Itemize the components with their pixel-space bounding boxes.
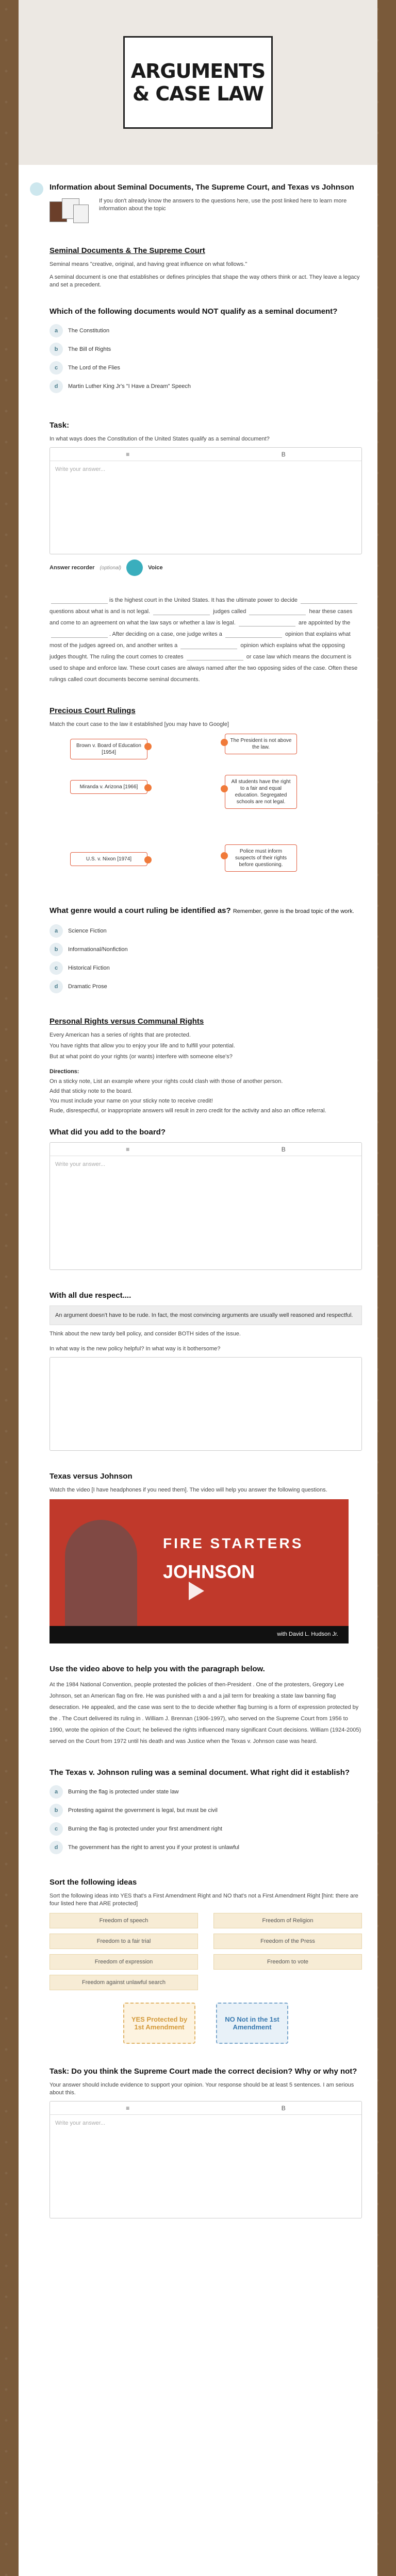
video-footer — [50, 1626, 349, 1643]
respect-heading: With all due respect.... — [50, 1291, 131, 1300]
yes-drop-zone[interactable]: YES Protected by 1st Amendment — [123, 2003, 195, 2044]
option-text: Historical Fiction — [68, 965, 110, 971]
respect-answer-input[interactable] — [50, 1358, 361, 1450]
sort-section — [50, 1877, 362, 2044]
blank-input[interactable] — [153, 608, 210, 615]
option-letter: d — [50, 1841, 63, 1854]
video-player[interactable] — [50, 1499, 349, 1643]
option-text: Dramatic Prose — [68, 984, 107, 990]
blank-input[interactable] — [239, 619, 295, 626]
task2-heading: Task: Do you think the Supreme Court made the correct decision? Why or why not? — [50, 2067, 357, 2076]
sort-item[interactable]: Freedom of speech — [50, 1913, 198, 1928]
play-icon[interactable] — [189, 1582, 204, 1600]
sort-body: Sort the following ideas into YES that's a First Amendment Right and NO that's not a First Amendment Right [hint: there are four listed here that ARE protected] — [50, 1893, 358, 1907]
q2-section — [50, 906, 362, 996]
task1-prompt: In what ways does the Constitution of the United States qualify as a seminal document? — [50, 436, 270, 442]
blank-input[interactable] — [180, 642, 237, 649]
q2-option-b[interactable] — [50, 940, 362, 959]
list-icon[interactable]: ≡ — [126, 1145, 130, 1153]
q3-section — [50, 1768, 362, 1857]
paragraph-text: At the 1984 National Convention, people protested the policies of then-President . One of the protesters, Gregory Lee Johnson, set an American flag on fire. He was punished with a and a jail term for breaking a state law banning flag desecration. He appealed, and the case was sent to the to decide whether flag burning is a form of expression protected by the . The Court delivered its ruling in . William J. Brennan (1906-1997), who served on the Supreme Court from 1956 to 1990, wrote the opinion of the Court; he believed the rights influenced many significant Court decisions. William (1924-2005) served on the Court from 1972 until his death and was Justice when the Texas v. Johnson case was heard. — [50, 1682, 361, 1744]
q2-option-c[interactable] — [50, 959, 362, 977]
title-box — [123, 36, 273, 129]
option-text: The government has the right to arrest you if your protest is unlawful — [68, 1844, 239, 1851]
respect-body: An argument doesn't have to be rude. In fact, the most convincing arguments are usually well reasoned and respectful. — [55, 1312, 353, 1318]
q3-option-d[interactable] — [50, 1838, 362, 1857]
task1-heading: Task: — [50, 421, 70, 430]
case-card[interactable]: Miranda v. Arizona [1966] — [70, 780, 147, 794]
sort-item[interactable]: Freedom of expression — [50, 1954, 198, 1970]
option-text: Burning the flag is protected under your first amendment right — [68, 1826, 222, 1832]
personal-p3: But at what point do your rights (or wants) interfere with someone else's? — [50, 1054, 233, 1060]
fill-section — [50, 595, 362, 685]
q1-option-a[interactable] — [50, 321, 362, 340]
law-card[interactable]: All students have the right to a fair and equal education. Segregated schools are not legal. — [225, 775, 297, 809]
bold-icon[interactable]: B — [281, 1145, 286, 1153]
paragraph-heading: Use the video above to help you with the paragraph below. — [50, 1665, 265, 1673]
task1-answer-box — [50, 447, 362, 554]
sort-item[interactable]: Freedom to vote — [213, 1954, 362, 1970]
option-letter: b — [50, 1804, 63, 1817]
respect-answer-box — [50, 1357, 362, 1451]
task1-answer-input[interactable]: Write your answer... — [55, 466, 105, 472]
direction-1: On a sticky note, List an example where your rights could clash with those of another person. — [50, 1078, 283, 1084]
paragraph-section — [50, 1664, 362, 1747]
option-text: Science Fiction — [68, 928, 107, 934]
q1-section — [50, 307, 362, 396]
law-card[interactable]: Police must inform suspects of their rights before questioning. — [225, 844, 297, 872]
intro-body: If you don't already know the answers to the questions here, use the post linked here to learn more information about the topic — [99, 198, 347, 212]
match-dot[interactable] — [144, 743, 152, 750]
option-letter: a — [50, 1785, 63, 1799]
option-text: The Bill of Rights — [68, 346, 111, 352]
editor-toolbar — [50, 448, 361, 461]
task2-answer-input[interactable]: Write your answer... — [55, 2120, 105, 2126]
task2-answer-box — [50, 2101, 362, 2218]
rulings-heading: Precious Court Rulings — [50, 706, 136, 715]
q1-option-c[interactable] — [50, 359, 362, 377]
recorder-label: Answer recorder — [50, 565, 95, 571]
option-letter: d — [50, 380, 63, 393]
video-title: JOHNSON — [163, 1561, 255, 1582]
q1-question: Which of the following documents would NOT qualify as a seminal document? — [50, 307, 338, 316]
sort-heading: Sort the following ideas — [50, 1878, 137, 1887]
option-text: The Lord of the Flies — [68, 365, 120, 371]
rulings-instructions: Match the court case to the law it established [you may have to Google] — [50, 721, 229, 727]
blank-input[interactable] — [187, 653, 243, 660]
record-button[interactable] — [126, 560, 143, 576]
law-card[interactable]: The President is not above the law. — [225, 734, 297, 754]
recorder-optional: (optional) — [100, 565, 122, 571]
personal-heading: Personal Rights versus Communal Rights — [50, 1017, 204, 1026]
personal-p2: You have rights that allow you to enjoy your life and to fulfill your potential. — [50, 1043, 235, 1049]
match-grid — [50, 734, 362, 888]
q2-option-d[interactable] — [50, 977, 362, 996]
option-letter: c — [50, 361, 63, 375]
list-icon[interactable]: ≡ — [126, 2104, 130, 2112]
q1-option-b[interactable] — [50, 340, 362, 359]
intro-row — [50, 197, 362, 228]
sort-item[interactable]: Freedom of the Press — [213, 1934, 362, 1949]
texas-body: Watch the video [I have headphones if you need them]. The video will help you answer the following questions. — [50, 1487, 327, 1493]
option-letter: b — [50, 943, 63, 956]
respect-box — [50, 1306, 362, 1325]
q2-question: What genre would a court ruling be identified as? Remember, genre is the broad topic of the work. — [50, 906, 354, 915]
option-text: Burning the flag is protected under state law — [68, 1789, 179, 1795]
no-drop-zone[interactable]: NO Not in the 1st Amendment — [216, 2003, 288, 2044]
match-dot[interactable] — [221, 785, 228, 792]
bold-icon[interactable]: B — [281, 2104, 286, 2112]
seminal-section — [50, 246, 362, 289]
seminal-definition: Seminal means "creative, original, and having great influence on what follows." — [50, 261, 248, 267]
option-text: The Constitution — [68, 328, 110, 334]
bold-icon[interactable]: B — [281, 450, 286, 458]
texas-heading: Texas versus Johnson — [50, 1472, 133, 1481]
blank-input[interactable] — [51, 597, 108, 604]
page-title: ARGUMENTS & CASE LAW — [130, 60, 266, 105]
personal-question: What did you add to the board? — [50, 1128, 166, 1137]
q3-option-a[interactable] — [50, 1783, 362, 1801]
blank-input[interactable] — [301, 597, 357, 604]
match-dot[interactable] — [144, 784, 152, 791]
sort-item[interactable]: Freedom against unlawful search — [50, 1975, 198, 1990]
fill-line: is the highest court in the United States. It has the ultimate power to decide questions about what is and is not legal. judges called hear these cases and come to an agreement on what the law says or whether a law is legal. are appointed by the . After deciding on a case, one judge writes a opinion that explains what most of the judges agreed on, and another writes a opinion which explains what the opposing judges thought. The ruling the court comes to creates or case law which means the document is used to shape and enforce law. These court cases are always named after the two opposing sides of the case. Often these rulings called court documents become seminal documents. — [50, 597, 358, 683]
match-dot[interactable] — [221, 852, 228, 859]
intro-heading: Information about Seminal Documents, The Supreme Court, and Texas vs Johnson — [50, 183, 354, 192]
task2-section — [50, 2066, 362, 2218]
directions-title: Directions: — [50, 1069, 79, 1075]
intro-section — [50, 182, 362, 228]
q3-question: The Texas v. Johnson ruling was a seminal document. What right did it establish? — [50, 1768, 350, 1777]
section-badge — [30, 182, 43, 196]
case-card[interactable]: Brown v. Board of Education [1954] — [70, 739, 147, 759]
editor-toolbar — [50, 2102, 361, 2115]
task2-body: Your answer should include evidence to support your opinion. Your response should be at least 5 sentences. I am serious about this. — [50, 2082, 354, 2096]
list-icon[interactable]: ≡ — [126, 450, 130, 458]
video-banner: FIRE STARTERS — [163, 1535, 304, 1551]
respect-body2: Think about the new tardy bell policy, and consider BOTH sides of the issue. — [50, 1331, 241, 1337]
blank-input[interactable] — [249, 608, 306, 615]
direction-4: Rude, disrespectful, or inappropriate answers will result in zero credit for the activity and also an office referral. — [50, 1108, 326, 1114]
task1-recorder — [50, 560, 362, 576]
direction-2: Add that sticky note to the board. — [50, 1088, 133, 1094]
sort-item[interactable]: Freedom to a fair trial — [50, 1934, 198, 1949]
editor-toolbar — [50, 1143, 361, 1156]
personal-section — [50, 1016, 362, 1270]
personal-p1: Every American has a series of rights that are protected. — [50, 1032, 191, 1038]
sort-grid — [50, 1913, 362, 1990]
header-paper — [19, 0, 377, 165]
option-text: Protesting against the government is legal, but must be civil — [68, 1807, 218, 1814]
sort-item[interactable]: Freedom of Religion — [213, 1913, 362, 1928]
direction-3: You must include your name on your sticky note to receive credit! — [50, 1098, 213, 1104]
option-letter: a — [50, 324, 63, 337]
q2-option-a[interactable] — [50, 922, 362, 940]
option-letter: a — [50, 924, 63, 938]
seminal-heading: Seminal Documents & The Supreme Court — [50, 246, 205, 255]
personal-answer-input[interactable]: Write your answer... — [55, 1161, 105, 1167]
option-text: Informational/Nonfiction — [68, 946, 128, 953]
case-card[interactable]: U.S. v. Nixon [1974] — [70, 852, 147, 866]
match-dot[interactable] — [221, 739, 228, 746]
option-text: Martin Luther King Jr's "I Have a Dream" Speech — [68, 383, 191, 389]
content — [19, 182, 377, 2218]
lady-justice-image — [65, 1520, 137, 1643]
seminal-description: A seminal document is one that establishes or defines principles that shape the way others think or act. They leave a legacy and set a precedent. — [50, 274, 360, 288]
rulings-section — [50, 706, 362, 888]
blank-input[interactable] — [225, 631, 282, 638]
respect-question: In what way is the new policy helpful? In what way is it bothersome? — [50, 1346, 221, 1352]
q3-option-b[interactable] — [50, 1801, 362, 1820]
blank-input[interactable] — [51, 631, 108, 638]
q1-option-d[interactable] — [50, 377, 362, 396]
option-letter: d — [50, 980, 63, 993]
video-credit: with David L. Hudson Jr. — [277, 1631, 338, 1637]
q3-option-c[interactable] — [50, 1820, 362, 1838]
match-dot[interactable] — [144, 856, 152, 863]
personal-answer-box — [50, 1142, 362, 1270]
option-letter: c — [50, 961, 63, 975]
respect-section — [50, 1291, 362, 1451]
texas-section — [50, 1471, 362, 1643]
voice-label: Voice — [148, 565, 163, 571]
page — [19, 0, 377, 2576]
option-letter: b — [50, 343, 63, 356]
documents-icon — [50, 197, 91, 228]
sort-zones — [50, 2003, 362, 2044]
task1-section — [50, 420, 362, 576]
option-letter: c — [50, 1822, 63, 1836]
